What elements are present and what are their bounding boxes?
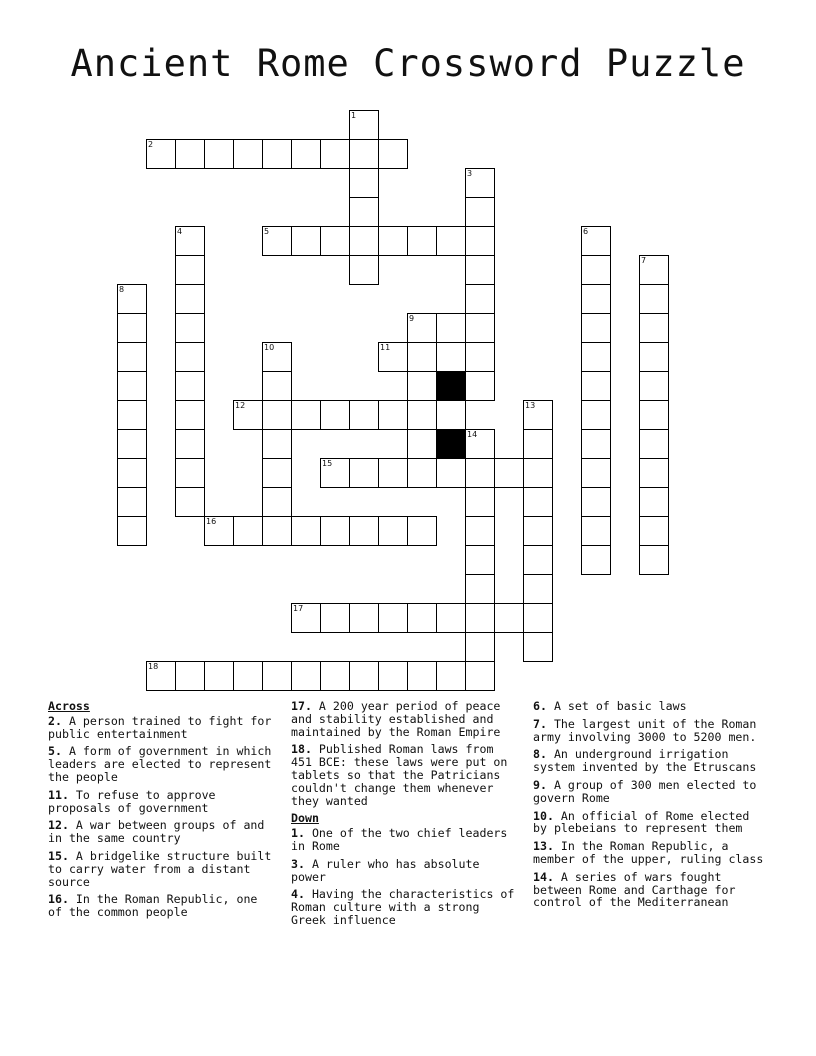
clue-item xyxy=(48,819,274,845)
grid-cell[interactable] xyxy=(320,458,350,488)
grid-cell[interactable] xyxy=(436,400,466,430)
grid-cell[interactable] xyxy=(378,458,408,488)
grid-cell[interactable] xyxy=(349,197,379,227)
grid-cell[interactable] xyxy=(465,226,495,256)
clue-item-number: 2. xyxy=(48,713,62,728)
grid-cell[interactable] xyxy=(146,139,176,169)
clue-item-number: 12. xyxy=(48,818,69,833)
grid-cell[interactable] xyxy=(581,342,611,372)
grid-cell[interactable] xyxy=(378,516,408,546)
clue-item-text: In the Roman Republic, a member of the upper, ruling class xyxy=(533,839,764,866)
grid-cell[interactable] xyxy=(523,516,553,546)
grid-cell[interactable] xyxy=(349,255,379,285)
grid-cell[interactable] xyxy=(581,487,611,517)
clue-item xyxy=(291,827,521,853)
grid-cell[interactable] xyxy=(581,313,611,343)
clue-item-text: An underground irrigation system invented by the Etruscans xyxy=(533,747,757,775)
clue-item xyxy=(291,888,521,926)
clue-item-number: 14. xyxy=(533,869,554,884)
grid-cell[interactable] xyxy=(581,255,611,285)
clue-item xyxy=(48,850,274,888)
grid-cell[interactable] xyxy=(117,400,147,430)
grid-cell[interactable] xyxy=(465,458,495,488)
clue-item xyxy=(291,858,521,884)
grid-cell[interactable] xyxy=(581,284,611,314)
clue-number: 17 xyxy=(293,604,304,613)
grid-cell[interactable] xyxy=(465,429,495,459)
clue-item-number: 9. xyxy=(533,777,547,792)
grid-cell[interactable] xyxy=(320,139,350,169)
clue-item xyxy=(533,748,765,774)
grid-cell[interactable] xyxy=(639,371,669,401)
clue-item-text: A set of basic laws xyxy=(546,699,687,713)
grid-cell[interactable] xyxy=(378,400,408,430)
grid-cell[interactable] xyxy=(581,429,611,459)
clue-item xyxy=(48,715,274,741)
grid-cell[interactable] xyxy=(465,545,495,575)
grid-cell[interactable] xyxy=(233,661,263,691)
grid-cell[interactable] xyxy=(262,458,292,488)
down-clue-list xyxy=(291,827,521,927)
clue-item xyxy=(48,893,274,919)
grid-cell[interactable] xyxy=(639,487,669,517)
grid-cell[interactable] xyxy=(175,284,205,314)
clue-item-number: 7. xyxy=(533,716,547,731)
clue-number: 11 xyxy=(380,343,391,352)
clue-item-text: A ruler who has absolute power xyxy=(291,856,480,884)
clue-item-number: 10. xyxy=(533,808,554,823)
clue-item-text: A form of government in which leaders are elected to represent the people xyxy=(48,744,272,784)
grid-cell[interactable] xyxy=(262,487,292,517)
grid-cell[interactable] xyxy=(639,284,669,314)
across-clue-list-continued xyxy=(291,700,521,807)
grid-cell[interactable] xyxy=(407,661,437,691)
grid-cell[interactable] xyxy=(320,603,350,633)
grid-cell[interactable] xyxy=(523,632,553,662)
grid-cell[interactable] xyxy=(175,458,205,488)
grid-cell[interactable] xyxy=(436,313,466,343)
grid-cell[interactable] xyxy=(175,661,205,691)
grid-cell[interactable] xyxy=(291,661,321,691)
clue-number: 1 xyxy=(351,111,357,120)
grid-cell[interactable] xyxy=(291,139,321,169)
grid-cell[interactable] xyxy=(291,400,321,430)
grid-cell[interactable] xyxy=(349,226,379,256)
clue-item-number: 16. xyxy=(48,892,69,907)
grid-cell[interactable] xyxy=(262,429,292,459)
grid-cell[interactable] xyxy=(465,632,495,662)
clue-item-text: A group of 300 men elected to govern Rome xyxy=(533,777,757,805)
grid-cell[interactable] xyxy=(639,516,669,546)
grid-cell[interactable] xyxy=(407,429,437,459)
grid-cell[interactable] xyxy=(407,371,437,401)
clue-number: 2 xyxy=(148,140,154,149)
clue-number: 18 xyxy=(148,662,159,671)
grid-cell[interactable] xyxy=(262,342,292,372)
grid-cell[interactable] xyxy=(117,487,147,517)
grid-cell[interactable] xyxy=(262,516,292,546)
clue-number: 16 xyxy=(206,517,217,526)
grid-cell[interactable] xyxy=(465,284,495,314)
grid-cell[interactable] xyxy=(494,458,524,488)
grid-cell[interactable] xyxy=(639,400,669,430)
clue-item-text: To refuse to approve proposals of government xyxy=(48,787,216,815)
grid-cell[interactable] xyxy=(349,458,379,488)
grid-cell[interactable] xyxy=(233,516,263,546)
grid-cell[interactable] xyxy=(175,342,205,372)
grid-cell[interactable] xyxy=(117,342,147,372)
grid-cell[interactable] xyxy=(465,168,495,198)
grid-cell[interactable] xyxy=(465,516,495,546)
grid-cell[interactable] xyxy=(349,603,379,633)
grid-cell[interactable] xyxy=(639,313,669,343)
clue-number: 10 xyxy=(264,343,275,352)
grid-cell[interactable] xyxy=(407,458,437,488)
grid-cell[interactable] xyxy=(117,429,147,459)
grid-cell[interactable] xyxy=(523,487,553,517)
clue-item xyxy=(48,745,274,783)
grid-cell[interactable] xyxy=(407,400,437,430)
grid-cell[interactable] xyxy=(407,342,437,372)
clue-item xyxy=(533,810,765,836)
grid-cell[interactable] xyxy=(465,661,495,691)
clue-item-text: A 200 year period of peace and stability established and maintained by the Roman Empire xyxy=(291,699,501,739)
grid-cell[interactable] xyxy=(204,516,234,546)
grid-cell[interactable] xyxy=(291,226,321,256)
grid-cell[interactable] xyxy=(581,400,611,430)
down-clue-list-continued xyxy=(533,700,765,909)
page-title: Ancient Rome Crossword Puzzle xyxy=(70,42,746,85)
grid-cell[interactable] xyxy=(581,516,611,546)
grid-cell[interactable] xyxy=(465,342,495,372)
grid-cell[interactable] xyxy=(436,661,466,691)
grid-cell[interactable] xyxy=(349,110,379,140)
grid-cell[interactable] xyxy=(349,168,379,198)
grid-cell[interactable] xyxy=(117,516,147,546)
clue-item-number: 13. xyxy=(533,839,554,854)
grid-cell[interactable] xyxy=(465,313,495,343)
grid-cell[interactable] xyxy=(117,284,147,314)
clue-item-text: Published Roman laws from 451 BCE: these laws were put on tablets so that the Patricians couldn't change them whenever they wanted xyxy=(291,742,508,808)
grid-cell[interactable] xyxy=(378,139,408,169)
grid-cell[interactable] xyxy=(117,458,147,488)
grid-cell[interactable] xyxy=(407,313,437,343)
grid-cell[interactable] xyxy=(175,371,205,401)
grid-cell[interactable] xyxy=(204,139,234,169)
clue-item-text: A war between groups of and in the same country xyxy=(48,818,265,846)
clue-item xyxy=(533,718,765,744)
grid-cell[interactable] xyxy=(523,400,553,430)
grid-cell[interactable] xyxy=(262,661,292,691)
clue-number: 4 xyxy=(177,227,183,236)
grid-cell[interactable] xyxy=(175,429,205,459)
grid-cell[interactable] xyxy=(349,139,379,169)
grid-cell[interactable] xyxy=(407,516,437,546)
clues-column-2 xyxy=(291,700,521,932)
clue-number: 9 xyxy=(409,314,415,323)
clue-number: 15 xyxy=(322,459,333,468)
clues-column-3 xyxy=(533,700,765,914)
grid-cell[interactable] xyxy=(523,574,553,604)
grid-cell[interactable] xyxy=(581,458,611,488)
grid-cell[interactable] xyxy=(175,255,205,285)
grid-cell[interactable] xyxy=(465,487,495,517)
grid-cell[interactable] xyxy=(639,255,669,285)
clue-number: 7 xyxy=(641,256,647,265)
grid-cell[interactable] xyxy=(581,226,611,256)
grid-cell[interactable] xyxy=(523,545,553,575)
grid-cell[interactable] xyxy=(407,603,437,633)
grid-cell[interactable] xyxy=(523,429,553,459)
clue-item-text: A series of wars fought between Rome and Carthage for control of the Mediterranean xyxy=(533,869,736,910)
clue-item xyxy=(533,700,765,713)
clue-item-number: 5. xyxy=(48,744,62,759)
clue-item-text: A person trained to fight for public entertainment xyxy=(48,713,272,741)
grid-cell[interactable] xyxy=(349,661,379,691)
clue-item-text: In the Roman Republic, one of the common people xyxy=(48,892,258,920)
grid-cell[interactable] xyxy=(639,342,669,372)
grid-cell[interactable] xyxy=(581,371,611,401)
across-heading: Across xyxy=(48,699,90,713)
down-heading: Down xyxy=(291,811,319,826)
clue-number: 6 xyxy=(583,227,589,236)
grid-cell[interactable] xyxy=(465,371,495,401)
grid-cell[interactable] xyxy=(378,226,408,256)
clue-item xyxy=(533,779,765,805)
clue-item-text: One of the two chief leaders in Rome xyxy=(291,826,508,853)
clue-item-text: Having the characteristics of Roman culture with a strong Greek influence xyxy=(291,887,515,927)
clue-item-text: A bridgelike structure built to carry water from a distant source xyxy=(48,848,272,889)
grid-cell[interactable] xyxy=(233,139,263,169)
clue-item-text: An official of Rome elected by plebeians to represent them xyxy=(533,808,750,836)
grid-cell[interactable] xyxy=(465,197,495,227)
grid-cell[interactable] xyxy=(117,313,147,343)
clue-item-number: 11. xyxy=(48,787,69,802)
grid-cell[interactable] xyxy=(233,400,263,430)
grid-cell[interactable] xyxy=(494,603,524,633)
grid-cell[interactable] xyxy=(204,661,234,691)
clue-item-number: 3. xyxy=(291,856,305,871)
grid-cell[interactable] xyxy=(320,400,350,430)
clue-item xyxy=(533,871,765,909)
grid-cell[interactable] xyxy=(175,139,205,169)
grid-cell[interactable] xyxy=(320,516,350,546)
grid-cell[interactable] xyxy=(378,342,408,372)
clue-item xyxy=(533,840,765,866)
grid-cell[interactable] xyxy=(465,574,495,604)
grid-cell[interactable] xyxy=(407,226,437,256)
grid-cell[interactable] xyxy=(175,313,205,343)
grid-cell[interactable] xyxy=(262,226,292,256)
clue-item-number: 1. xyxy=(291,826,305,841)
grid-cell[interactable] xyxy=(349,400,379,430)
grid-cell[interactable] xyxy=(175,400,205,430)
grid-cell[interactable] xyxy=(465,603,495,633)
across-clue-list xyxy=(48,715,274,919)
grid-cell[interactable] xyxy=(436,603,466,633)
grid-black-cell xyxy=(436,429,466,459)
clue-number: 14 xyxy=(467,430,478,439)
clue-item-number: 4. xyxy=(291,887,305,902)
grid-black-cell xyxy=(436,371,466,401)
grid-cell[interactable] xyxy=(175,487,205,517)
grid-cell[interactable] xyxy=(639,429,669,459)
grid-cell[interactable] xyxy=(581,545,611,575)
grid-cell[interactable] xyxy=(175,226,205,256)
clue-number: 5 xyxy=(264,227,270,236)
grid-cell[interactable] xyxy=(320,661,350,691)
clue-item-number: 18. xyxy=(291,742,312,757)
grid-cell[interactable] xyxy=(291,603,321,633)
grid-cell[interactable] xyxy=(262,400,292,430)
grid-cell[interactable] xyxy=(291,516,321,546)
grid-cell[interactable] xyxy=(639,545,669,575)
clue-item xyxy=(291,700,521,738)
grid-cell[interactable] xyxy=(349,516,379,546)
grid-cell[interactable] xyxy=(320,226,350,256)
grid-cell[interactable] xyxy=(639,458,669,488)
grid-cell[interactable] xyxy=(378,603,408,633)
clue-item-number: 8. xyxy=(533,747,547,762)
grid-cell[interactable] xyxy=(146,661,176,691)
grid-cell[interactable] xyxy=(436,342,466,372)
grid-cell[interactable] xyxy=(523,603,553,633)
grid-cell[interactable] xyxy=(465,255,495,285)
clue-item xyxy=(48,789,274,815)
grid-cell[interactable] xyxy=(436,458,466,488)
clue-number: 13 xyxy=(525,401,536,410)
grid-cell[interactable] xyxy=(436,226,466,256)
clue-item-number: 17. xyxy=(291,699,312,713)
clue-item-text: The largest unit of the Roman army involving 3000 to 5200 men. xyxy=(533,716,757,744)
clue-number: 8 xyxy=(119,285,125,294)
clue-number: 12 xyxy=(235,401,246,410)
grid-cell[interactable] xyxy=(523,458,553,488)
grid-cell[interactable] xyxy=(262,371,292,401)
clue-item-number: 6. xyxy=(533,699,547,713)
grid-cell[interactable] xyxy=(262,139,292,169)
grid-cell[interactable] xyxy=(378,661,408,691)
clue-item xyxy=(291,743,521,807)
clues-column-1 xyxy=(48,700,274,924)
grid-cell[interactable] xyxy=(117,371,147,401)
clue-item-number: 15. xyxy=(48,848,69,863)
clue-number: 3 xyxy=(467,169,473,178)
